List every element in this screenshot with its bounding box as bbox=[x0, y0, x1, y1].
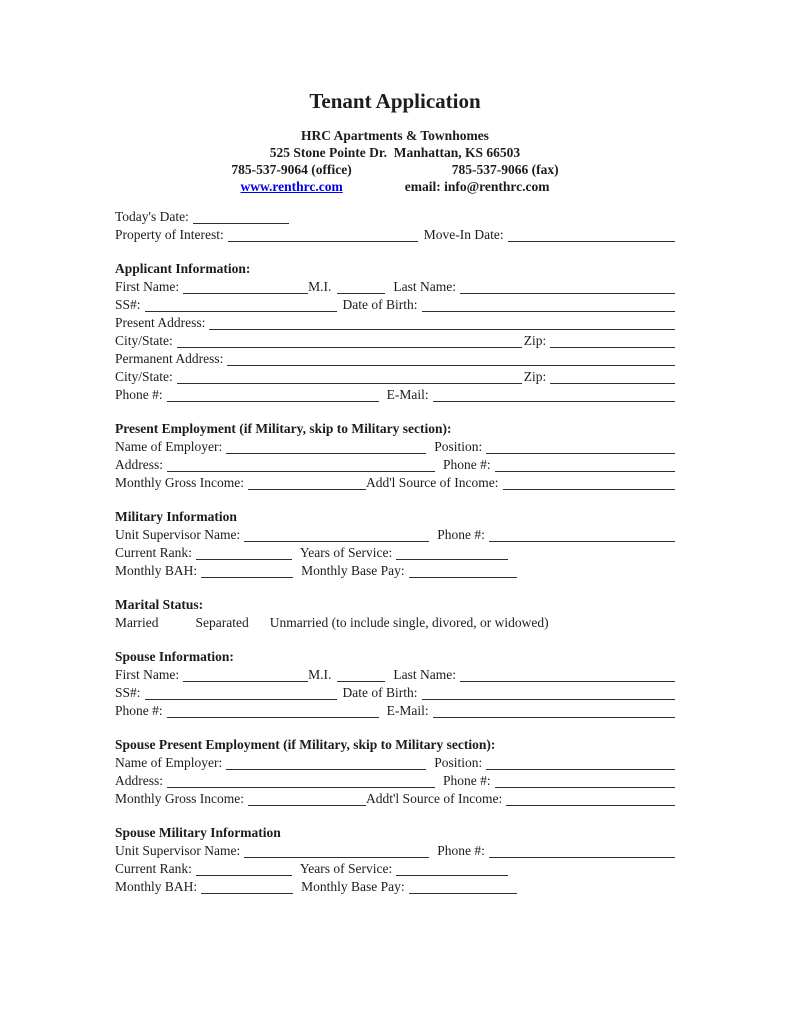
blank-line[interactable] bbox=[508, 241, 675, 242]
blank-line[interactable] bbox=[506, 805, 675, 806]
blank-line[interactable] bbox=[460, 681, 675, 682]
section-heading: Spouse Military Information bbox=[115, 825, 281, 840]
blank-line[interactable] bbox=[422, 699, 675, 700]
office-phone: 785-537-9064 (office) bbox=[231, 162, 352, 177]
form-row bbox=[115, 438, 675, 456]
blank-line[interactable] bbox=[489, 857, 675, 858]
org-name: HRC Apartments & Townhomes bbox=[301, 128, 489, 143]
blank-line[interactable] bbox=[486, 769, 675, 770]
section-spouse-military-information bbox=[115, 824, 675, 896]
form-row bbox=[115, 278, 675, 296]
form-row bbox=[115, 314, 675, 332]
form-row bbox=[115, 456, 675, 474]
field-label: Phone #: bbox=[115, 387, 163, 402]
field-label: Monthly Gross Income: bbox=[115, 791, 244, 806]
field-label: Today's Date: bbox=[115, 209, 189, 224]
field-label: Phone #: bbox=[443, 457, 491, 472]
marital-option-married[interactable]: Married bbox=[115, 615, 159, 630]
field-label: Phone #: bbox=[443, 773, 491, 788]
field-label: First Name: bbox=[115, 667, 180, 682]
section-heading: Spouse Information: bbox=[115, 649, 234, 664]
blank-line[interactable] bbox=[495, 471, 675, 472]
form-row bbox=[115, 772, 675, 790]
field-label: Property of Interest: bbox=[115, 227, 224, 242]
section-heading: Marital Status: bbox=[115, 597, 204, 612]
field-label: Phone #: bbox=[115, 703, 163, 718]
section-present-employment bbox=[115, 420, 675, 492]
form-row bbox=[115, 386, 675, 404]
field-label: SS#: bbox=[115, 685, 141, 700]
section-military-information bbox=[115, 508, 675, 580]
blank-line[interactable] bbox=[433, 717, 675, 718]
field-label: Addt'l Source of Income: bbox=[366, 791, 503, 806]
blank-line[interactable] bbox=[409, 893, 517, 894]
phone-row bbox=[115, 161, 675, 178]
blank-line[interactable] bbox=[177, 383, 522, 384]
blank-line[interactable] bbox=[248, 805, 366, 806]
website-link[interactable]: www.renthrc.com bbox=[240, 179, 343, 194]
field-label: Name of Employer: bbox=[115, 439, 223, 454]
blank-line[interactable] bbox=[396, 559, 508, 560]
blank-line[interactable] bbox=[167, 787, 435, 788]
section-intro bbox=[115, 208, 675, 244]
blank-line[interactable] bbox=[167, 401, 379, 402]
section-heading: Present Employment (if Military, skip to Military section): bbox=[115, 421, 452, 436]
form-row bbox=[115, 860, 675, 878]
form-row bbox=[115, 544, 675, 562]
blank-line[interactable] bbox=[460, 293, 675, 294]
field-label: Move-In Date: bbox=[423, 227, 504, 242]
field-label: Address: bbox=[115, 773, 163, 788]
blank-line[interactable] bbox=[209, 329, 675, 330]
section-spouse-information bbox=[115, 648, 675, 720]
field-label: M.I. bbox=[308, 279, 332, 294]
contact-row bbox=[115, 178, 675, 195]
section-spouse-present-employment bbox=[115, 736, 675, 808]
field-label: Unit Supervisor Name: bbox=[115, 843, 241, 858]
field-label: Unit Supervisor Name: bbox=[115, 527, 241, 542]
blank-line[interactable] bbox=[145, 699, 337, 700]
field-label: Monthly Base Pay: bbox=[301, 879, 405, 894]
email-text: email: info@renthrc.com bbox=[404, 179, 550, 194]
blank-line[interactable] bbox=[244, 541, 429, 542]
field-label: Monthly Gross Income: bbox=[115, 475, 244, 490]
field-label: Zip: bbox=[523, 369, 547, 384]
blank-line[interactable] bbox=[550, 347, 675, 348]
blank-line[interactable] bbox=[196, 875, 292, 876]
field-label: Date of Birth: bbox=[342, 297, 418, 312]
section-heading: Spouse Present Employment (if Military, skip to Military section): bbox=[115, 737, 496, 752]
field-label: Current Rank: bbox=[115, 861, 192, 876]
blank-line[interactable] bbox=[503, 489, 675, 490]
form-row bbox=[115, 368, 675, 386]
form-row bbox=[115, 878, 675, 896]
field-label: Phone #: bbox=[437, 843, 485, 858]
form-row bbox=[115, 666, 675, 684]
field-label: Last Name: bbox=[393, 667, 456, 682]
blank-line[interactable] bbox=[183, 293, 308, 294]
field-label: E-Mail: bbox=[386, 387, 429, 402]
form-row bbox=[115, 614, 675, 632]
blank-line[interactable] bbox=[196, 559, 292, 560]
blank-line[interactable] bbox=[177, 347, 522, 348]
field-label: Years of Service: bbox=[299, 861, 393, 876]
section-heading: Military Information bbox=[115, 509, 237, 524]
field-label: Last Name: bbox=[393, 279, 456, 294]
blank-line[interactable] bbox=[396, 875, 508, 876]
blank-line[interactable] bbox=[337, 293, 385, 294]
form-row bbox=[115, 332, 675, 350]
form-row bbox=[115, 684, 675, 702]
section-heading: Applicant Information: bbox=[115, 261, 251, 276]
field-label: Current Rank: bbox=[115, 545, 192, 560]
field-label: Date of Birth: bbox=[342, 685, 418, 700]
form-row bbox=[115, 842, 675, 860]
form-row bbox=[115, 790, 675, 808]
field-label: Monthly Base Pay: bbox=[301, 563, 405, 578]
blank-line[interactable] bbox=[409, 577, 517, 578]
marital-option-unmarried[interactable]: Unmarried (to include single, divored, or widowed) bbox=[269, 615, 549, 630]
form-row bbox=[115, 526, 675, 544]
blank-line[interactable] bbox=[201, 893, 293, 894]
field-label: Permanent Address: bbox=[115, 351, 224, 366]
field-label: City/State: bbox=[115, 369, 173, 384]
blank-line[interactable] bbox=[550, 383, 675, 384]
field-label: Address: bbox=[115, 457, 163, 472]
form-row bbox=[115, 226, 675, 244]
blank-line[interactable] bbox=[486, 453, 675, 454]
blank-line[interactable] bbox=[433, 401, 675, 402]
section-marital-status bbox=[115, 596, 675, 632]
page-title: Tenant Application bbox=[309, 89, 481, 113]
field-label: Monthly BAH: bbox=[115, 879, 198, 894]
form-row bbox=[115, 754, 675, 772]
field-label: E-Mail: bbox=[386, 703, 429, 718]
org-address: 525 Stone Pointe Dr. Manhattan, KS 66503 bbox=[269, 145, 521, 160]
blank-line[interactable] bbox=[167, 471, 435, 472]
blank-line[interactable] bbox=[489, 541, 675, 542]
blank-line[interactable] bbox=[422, 311, 675, 312]
section-applicant-information bbox=[115, 260, 675, 404]
field-label: Name of Employer: bbox=[115, 755, 223, 770]
field-label: Zip: bbox=[523, 333, 547, 348]
field-label: Position: bbox=[434, 755, 483, 770]
blank-line[interactable] bbox=[201, 577, 293, 578]
field-label: Years of Service: bbox=[299, 545, 393, 560]
field-label: Add'l Source of Income: bbox=[366, 475, 499, 490]
field-label: City/State: bbox=[115, 333, 173, 348]
blank-line[interactable] bbox=[183, 681, 308, 682]
blank-line[interactable] bbox=[227, 365, 675, 366]
field-label: SS#: bbox=[115, 297, 141, 312]
form-row bbox=[115, 296, 675, 314]
blank-line[interactable] bbox=[228, 241, 418, 242]
field-label: M.I. bbox=[308, 667, 332, 682]
field-label: Position: bbox=[434, 439, 483, 454]
blank-line[interactable] bbox=[226, 453, 426, 454]
fax-phone: 785-537-9066 (fax) bbox=[451, 162, 559, 177]
form-row bbox=[115, 208, 675, 226]
field-label: Monthly BAH: bbox=[115, 563, 198, 578]
form-body bbox=[115, 208, 675, 896]
form-row bbox=[115, 350, 675, 368]
blank-line[interactable] bbox=[167, 717, 379, 718]
form-row bbox=[115, 562, 675, 580]
blank-line[interactable] bbox=[193, 223, 289, 224]
blank-line[interactable] bbox=[226, 769, 426, 770]
marital-option-separated[interactable]: Separated bbox=[195, 615, 249, 630]
blank-line[interactable] bbox=[244, 857, 429, 858]
blank-line[interactable] bbox=[495, 787, 675, 788]
form-row bbox=[115, 702, 675, 720]
blank-line[interactable] bbox=[248, 489, 366, 490]
field-label: First Name: bbox=[115, 279, 180, 294]
form-row bbox=[115, 474, 675, 492]
blank-line[interactable] bbox=[145, 311, 337, 312]
blank-line[interactable] bbox=[337, 681, 385, 682]
field-label: Phone #: bbox=[437, 527, 485, 542]
field-label: Present Address: bbox=[115, 315, 206, 330]
